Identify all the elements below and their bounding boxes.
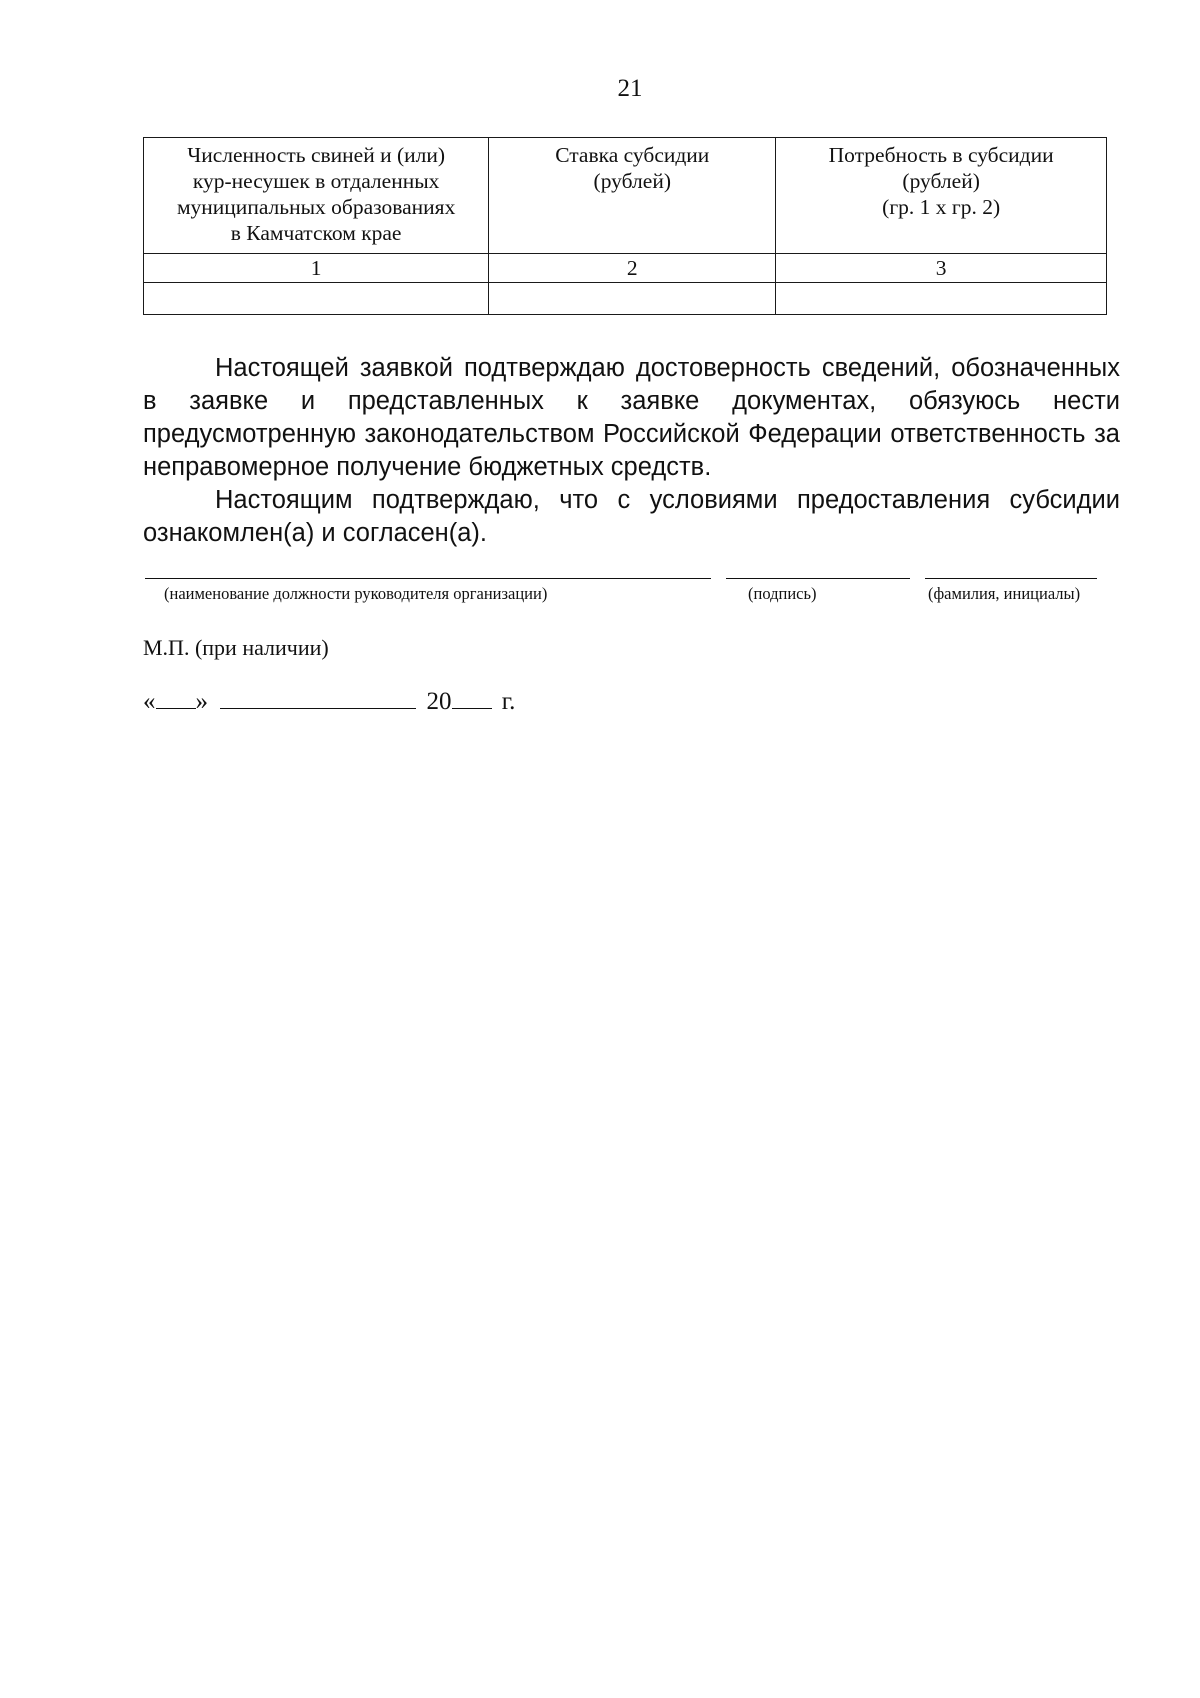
header-cell-livestock-count: Численность свиней и (или) кур-несушек в отдаленных муниципальных образованиях в Камчатском крае — [144, 138, 489, 254]
date-close-quote: » — [195, 688, 208, 715]
page-number: 21 — [617, 75, 643, 102]
header-cell-subsidy-need: Потребность в субсидии (рублей) (гр. 1 х гр. 2) — [776, 138, 1107, 254]
column-number: 1 — [144, 254, 489, 283]
date-line — [143, 684, 515, 717]
table-column-number-row — [144, 254, 1107, 283]
column-number: 2 — [489, 254, 776, 283]
table-cell-empty[interactable] — [489, 283, 776, 315]
table-cell-empty[interactable] — [776, 283, 1107, 315]
table-cell-empty[interactable] — [144, 283, 489, 315]
column-number: 3 — [776, 254, 1107, 283]
stamp-note: М.П. (при наличии) — [143, 635, 329, 660]
name-signature-line[interactable] — [925, 578, 1097, 579]
confirmation-paragraph: Настоящей заявкой подтверждаю достоверность сведений, обозначенных в заявке и представленных к заявке документах, обязуюсь нести предусмотренную законодательством Российской Федерации ответственность за неправомерное получение бюджетных средств. — [143, 354, 1120, 481]
agreement-paragraph: Настоящим подтверждаю, что с условиями предоставления субсидии ознакомлен(а) и согласен(а). — [143, 486, 1120, 547]
table-header-row — [144, 138, 1107, 254]
signature-line[interactable] — [726, 578, 910, 579]
subsidy-table — [143, 137, 1107, 315]
year-blank[interactable] — [452, 684, 492, 709]
day-blank[interactable] — [156, 684, 196, 709]
position-caption: (наименование должности руководителя организации) — [164, 584, 548, 603]
year-suffix: г. — [501, 688, 516, 715]
table-row — [144, 283, 1107, 315]
date-open-quote: « — [143, 688, 156, 715]
position-signature-line[interactable] — [145, 578, 711, 579]
year-prefix: 20 — [426, 688, 452, 715]
signature-caption: (подпись) — [748, 584, 817, 603]
header-cell-subsidy-rate: Ставка субсидии (рублей) — [489, 138, 776, 254]
name-caption: (фамилия, инициалы) — [928, 584, 1081, 603]
month-blank[interactable] — [220, 684, 416, 709]
